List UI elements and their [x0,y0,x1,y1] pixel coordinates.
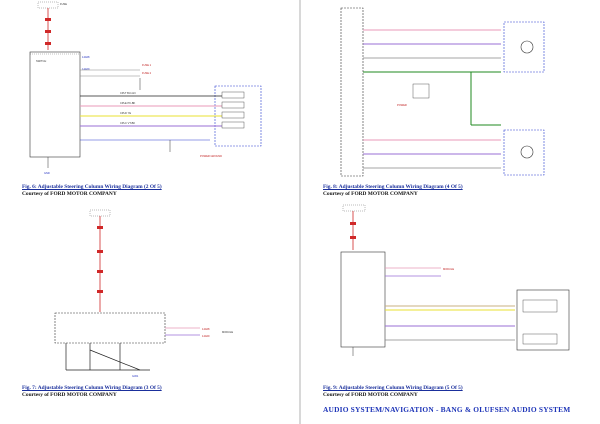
fig8-motor-upper [504,22,544,72]
fig6-diagram [30,2,261,175]
fig7-courtesy: Courtesy of FORD MOTOR COMPANY [22,391,117,398]
fig9-title[interactable]: Fig. 9: Adjustable Steering Column Wiring Diagram (5 Of 5) [323,385,463,391]
fig8-caption [323,184,463,197]
fig8-courtesy: Courtesy of FORD MOTOR COMPANY [323,190,418,197]
fig9-diagram [341,205,569,356]
svg-text:G301: G301 [132,375,139,378]
fig8-module-box [341,8,363,176]
fig6-fuse-box [38,2,58,8]
svg-text:14A09: 14A09 [82,68,90,71]
section-heading: AUDIO SYSTEM/NAVIGATION - BANG & OLUFSEN AUDIO SYSTEM [323,405,571,414]
svg-text:CPLC VT-BK: CPLC VT-BK [120,122,136,125]
svg-text:CPLE PK-BK: CPLE PK-BK [120,102,136,105]
svg-text:FUSE: FUSE [60,3,67,6]
fig9-caption [323,385,463,398]
fig6-caption [22,184,162,197]
svg-text:FUSE 1: FUSE 1 [142,64,152,67]
fig8-diagram [341,8,544,176]
left-page [0,0,299,424]
right-page [301,0,600,424]
fig7-diagram [55,210,233,378]
fig6-fig7-diagrams [0,0,299,424]
fig6-module-box [30,52,80,157]
fig8-motor-lower [504,130,544,175]
svg-text:CPLT BU-GN: CPLT BU-GN [120,92,136,95]
fig8-title[interactable]: Fig. 8: Adjustable Steering Column Wiring Diagram (4 Of 5) [323,184,463,190]
fig9-heater-box [517,290,569,350]
fig9-module-box [341,252,385,347]
svg-text:14A08: 14A08 [82,56,90,59]
fig7-title[interactable]: Fig. 7: Adjustable Steering Column Wiring Diagram (3 Of 5) [22,385,162,391]
fig7-module-box [55,313,165,343]
svg-text:MODULE: MODULE [222,331,234,334]
fig6-courtesy: Courtesy of FORD MOTOR COMPANY [22,190,117,197]
svg-text:14A08: 14A08 [202,328,210,331]
svg-text:GND: GND [44,172,50,175]
svg-text:14A09: 14A09 [202,335,210,338]
fig8-fig9-diagrams [301,0,600,424]
svg-text:CPLD YE: CPLD YE [120,112,132,115]
svg-text:MODULE: MODULE [443,268,455,271]
fig6-title[interactable]: Fig. 6: Adjustable Steering Column Wiring Diagram (2 Of 5) [22,184,162,190]
svg-text:POWER: POWER [397,104,407,107]
svg-text:SWITCH: SWITCH [36,60,47,63]
svg-text:FUSE 2: FUSE 2 [142,72,152,75]
fig9-courtesy: Courtesy of FORD MOTOR COMPANY [323,391,418,398]
svg-text:POWER GROUND: POWER GROUND [200,155,223,158]
fig6-fuse [45,18,51,21]
fig7-caption [22,385,162,398]
